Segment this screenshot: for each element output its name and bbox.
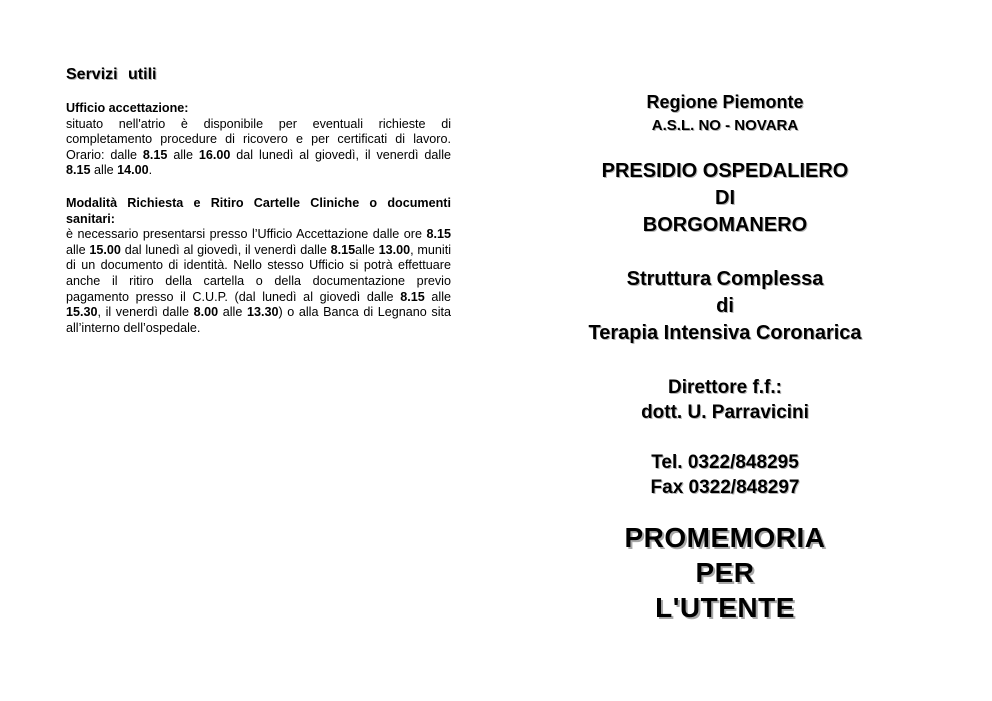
ufficio-accettazione-title: Ufficio accettazione: (66, 101, 189, 115)
asl-name: A.S.L. NO - NOVARA (651, 117, 799, 134)
ufficio-time: 16.00 (198, 147, 231, 162)
cartelle-text: , il venerdì dalle (97, 305, 194, 320)
cartelle-time: 15.30 (66, 305, 98, 320)
section-heading: Servizi utili (66, 66, 157, 83)
presidio-title: BORGOMANERO (642, 214, 808, 236)
ufficio-text: . (148, 163, 153, 178)
cartelle-text: , muniti di un documento di identità. Nello stesso Ufficio si potrà effettuare anche il ritiro della cartella o della documentazione previo pagamento presso il C.U.P. (dal lunedì al giovedì dalle (66, 242, 452, 304)
promo-title: PROMEMORIA (624, 522, 826, 553)
cartelle-time: 8.00 (193, 305, 219, 320)
ufficio-time: 14.00 (117, 163, 149, 178)
presidio-title: PRESIDIO OSPEDALIERO (601, 160, 849, 182)
cartelle-time: 8.15 (330, 242, 356, 257)
cartelle-text: alle (424, 289, 452, 304)
cartelle-text: dal lunedì al giovedì, il venerdì dalle (120, 242, 331, 257)
telephone-number: Tel. 0322/848295 (651, 452, 799, 473)
left-panel (66, 66, 451, 353)
direttore-name: dott. U. Parravicini (641, 402, 809, 423)
cartelle-text: alle (355, 242, 379, 257)
struttura-title: di (716, 295, 734, 317)
cartelle-text: alle (66, 242, 90, 257)
cartelle-text: è necessario presentarsi presso l’Ufficio Accettazione dalle ore (66, 227, 427, 242)
ufficio-text: alle (167, 147, 199, 162)
ufficio-text: alle (90, 163, 118, 178)
fax-number: Fax 0322/848297 (650, 477, 800, 498)
presidio-title: DI (715, 187, 735, 209)
cartelle-time: 13.00 (378, 242, 411, 257)
struttura-title: Terapia Intensiva Coronarica (588, 322, 862, 344)
ufficio-accettazione-block (66, 101, 451, 179)
ufficio-text: situato nell'atrio è disponibile per eventuali richieste di completamento procedure di ricovero e per certificati di lavoro. Orario: dalle (66, 116, 451, 162)
cartelle-time: 8.15 (400, 289, 425, 304)
ufficio-time: 8.15 (66, 163, 91, 178)
cartelle-cliniche-block (66, 196, 451, 336)
direttore-label: Direttore f.f.: (668, 377, 782, 398)
promo-title: PER (695, 557, 755, 588)
struttura-title: Struttura Complessa (626, 268, 824, 290)
cartelle-time: 13.30 (246, 305, 279, 320)
cartelle-time: 8.15 (426, 227, 451, 242)
cartelle-time: 15.00 (89, 242, 121, 257)
cartelle-cliniche-title: Modalità Richiesta e Ritiro Cartelle Cliniche o documenti sanitari: (66, 195, 451, 226)
ufficio-text: dal lunedì al giovedì, il venerdì dalle (230, 147, 451, 162)
cartelle-text: alle (218, 305, 247, 320)
region-name: Regione Piemonte (646, 92, 804, 112)
promo-title: L'UTENTE (655, 592, 795, 623)
cartelle-text: ) o alla Banca di Legnano sita all’interno dell’ospedale. (66, 305, 451, 335)
ufficio-time: 8.15 (142, 147, 168, 162)
